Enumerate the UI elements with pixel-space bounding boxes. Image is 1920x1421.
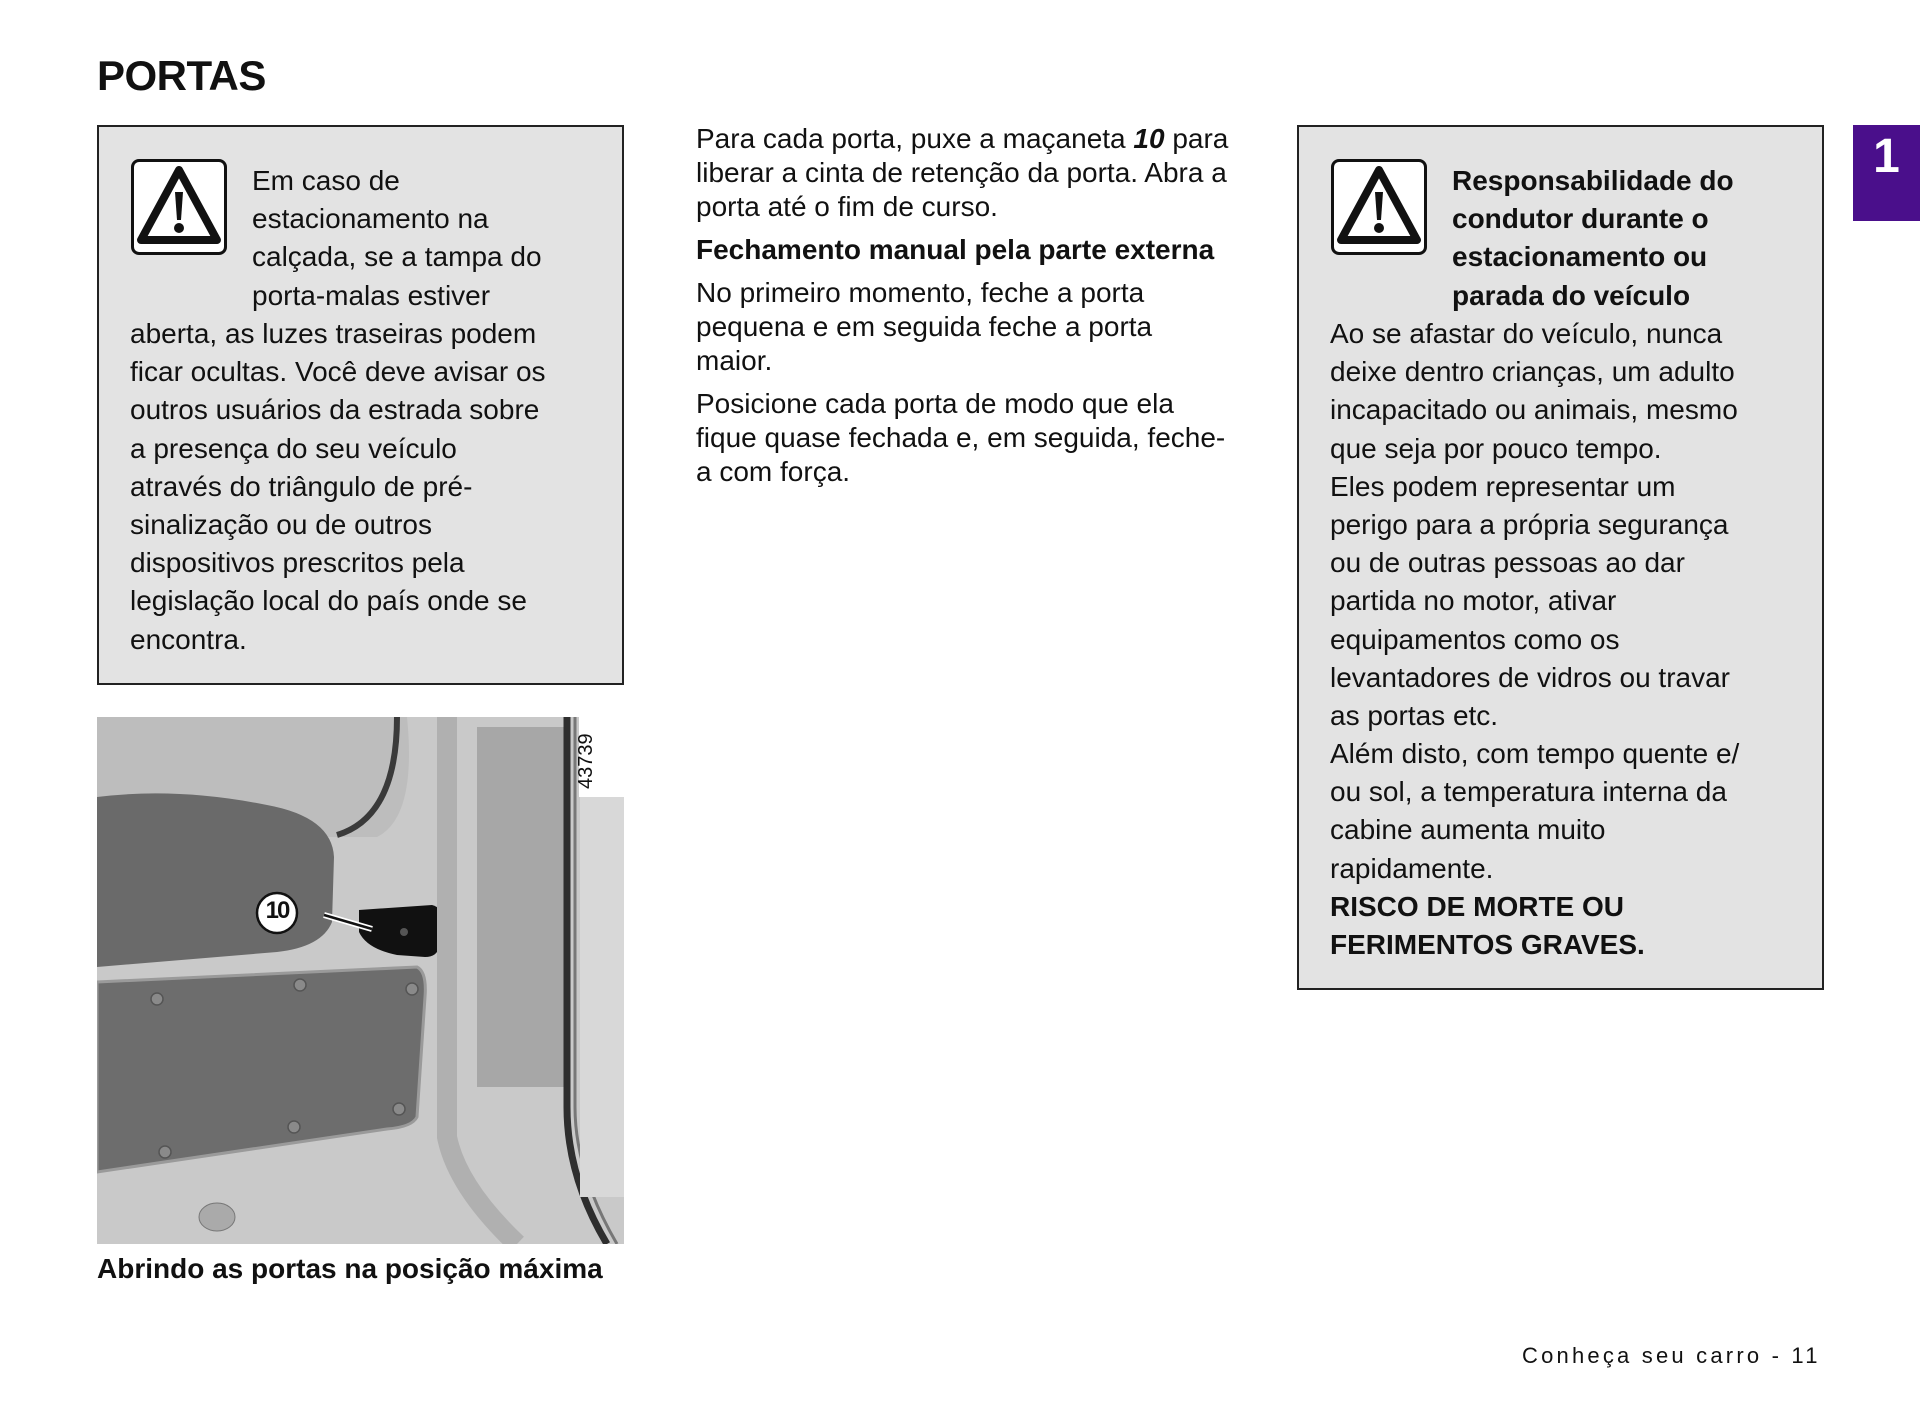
parking-warning-box xyxy=(97,125,624,685)
text-line: Responsabilidade do xyxy=(1452,165,1734,196)
text-line: Em caso de xyxy=(252,165,400,196)
text-line: deixe dentro crianças, um adulto xyxy=(1330,356,1735,388)
chapter-tab: 1 xyxy=(1853,125,1920,221)
closing-paragraph-2: Posicione cada porta de modo que ela fique quase fechada e, em seguida, feche-a com força. xyxy=(696,388,1226,487)
figure-reference-number: 43739 xyxy=(575,733,597,789)
warning-text-beside-icon xyxy=(252,162,542,315)
text-line: rapidamente. xyxy=(1330,852,1494,884)
text-line: equipamentos como os xyxy=(1330,623,1620,655)
text-line: perigo para a própria segurança xyxy=(1330,508,1729,540)
closing-paragraph-1: No primeiro momento, feche a porta pequena e em seguida feche a porta maior. xyxy=(696,277,1153,376)
intro-paragraph xyxy=(696,122,1236,224)
text-line: calçada, se a tampa do xyxy=(252,241,542,273)
text-line: as portas etc. xyxy=(1330,699,1499,731)
text-line: que seja por pouco tempo. xyxy=(1330,432,1662,464)
text-line: dispositivos prescritos pela xyxy=(130,547,465,579)
warning-triangle-icon xyxy=(131,159,227,255)
text-line: Eles podem representar um xyxy=(1330,470,1676,502)
handle-reference: 10 xyxy=(1133,123,1165,154)
door-handle-illustration xyxy=(97,717,624,1244)
text-line: Além disto, com tempo quente e/ xyxy=(1330,738,1740,770)
text-line: ou sol, a temperatura interna da xyxy=(1330,776,1727,808)
section-heading: Fechamento manual pela parte externa xyxy=(696,234,1215,265)
warning-triangle-icon xyxy=(1331,159,1427,255)
text-line: cabine aumenta muito xyxy=(1330,814,1606,846)
text-line: levantadores de vidros ou travar xyxy=(1330,661,1730,693)
text-line: a presença do seu veículo xyxy=(130,432,457,464)
text-line: ou de outras pessoas ao dar xyxy=(1330,547,1685,579)
text-line: incapacitado ou animais, mesmo xyxy=(1330,394,1738,426)
intro-text-cont: para liberar a cinta de retenção da porta. Abra a porta até o fim de curso. xyxy=(696,123,1229,222)
warning-emphasis xyxy=(1330,888,1645,964)
text-line: estacionamento ou xyxy=(1452,241,1708,273)
text-line: partida no motor, ativar xyxy=(1330,585,1617,617)
warning-body xyxy=(1330,315,1739,888)
text-line: Ao se afastar do veículo, nunca xyxy=(1330,318,1723,349)
text-line: parada do veículo xyxy=(1452,279,1691,311)
door-instructions xyxy=(696,122,1236,498)
callout-label: 10 xyxy=(265,897,289,924)
figure-caption: Abrindo as portas na posição máxima xyxy=(97,1253,603,1284)
text-line: porta-malas estiver xyxy=(252,279,491,311)
text-line: através do triângulo de pré- xyxy=(130,470,473,502)
text-line: ficar ocultas. Você deve avisar os xyxy=(130,356,546,388)
warning-text xyxy=(130,315,546,659)
text-line: sinalização ou de outros xyxy=(130,508,432,540)
page-title: PORTAS xyxy=(97,52,266,99)
text-line: legislação local do país onde se xyxy=(130,585,527,617)
warning-heading xyxy=(1452,162,1734,315)
text-line: FERIMENTOS GRAVES. xyxy=(1330,929,1645,961)
text-line: condutor durante o xyxy=(1452,203,1709,235)
text-line: estacionamento na xyxy=(252,203,489,235)
text-line: outros usuários da estrada sobre xyxy=(130,394,540,426)
text-line: RISCO DE MORTE OU xyxy=(1330,891,1625,922)
text-line: encontra. xyxy=(130,623,247,655)
page-footer: Conheça seu carro - 11 xyxy=(1522,1343,1821,1368)
driver-responsibility-warning-box xyxy=(1297,125,1824,990)
intro-text: Para cada porta, puxe a maçaneta xyxy=(696,123,1134,154)
text-line: aberta, as luzes traseiras podem xyxy=(130,318,537,349)
